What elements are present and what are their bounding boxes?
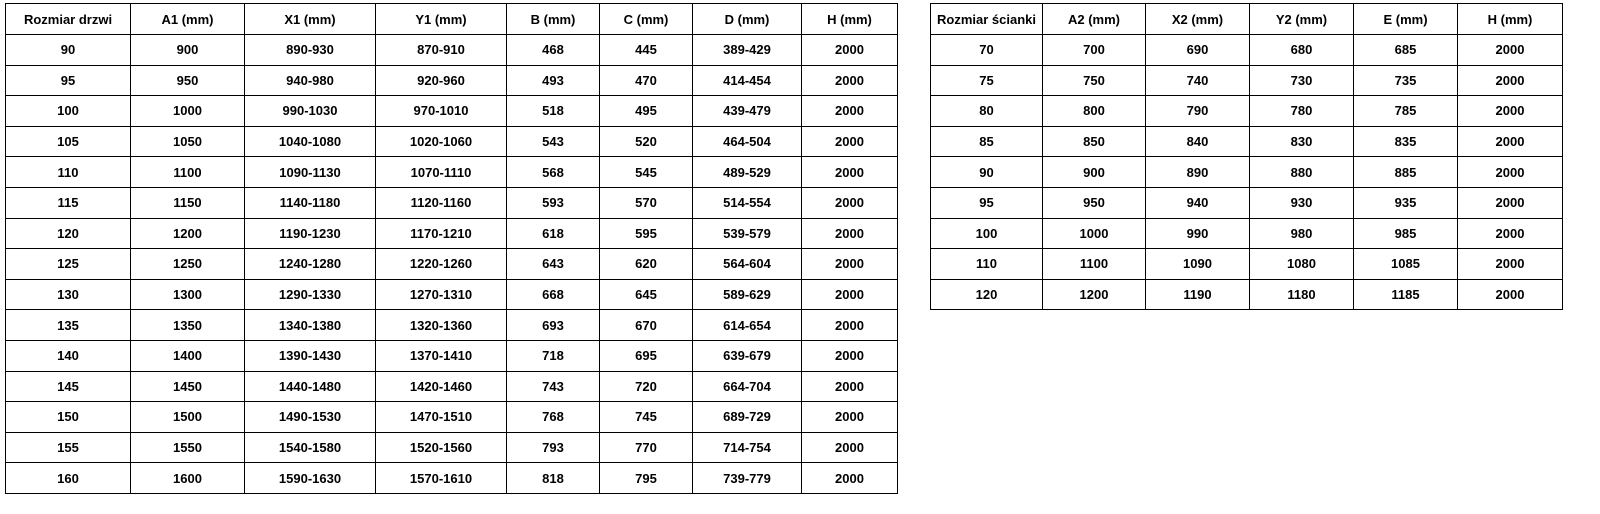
- table-cell: 1140-1180: [245, 187, 376, 218]
- table-row: [6, 218, 898, 249]
- table-cell: 2000: [1458, 249, 1563, 280]
- table-cell: 2000: [802, 463, 898, 494]
- table-cell: 1040-1080: [245, 126, 376, 157]
- table-row: [931, 157, 1563, 188]
- table-cell: 130: [6, 279, 131, 310]
- table-cell: 980: [1250, 218, 1354, 249]
- table-cell: 618: [507, 218, 600, 249]
- table-row: [6, 126, 898, 157]
- table-row: [931, 96, 1563, 127]
- table-row: [6, 371, 898, 402]
- table-cell: 900: [131, 35, 245, 66]
- table-cell: 1090-1130: [245, 157, 376, 188]
- table-row: [931, 126, 1563, 157]
- table-cell: 1220-1260: [376, 249, 507, 280]
- table-cell: 770: [600, 432, 693, 463]
- table-cell: 389-429: [693, 35, 802, 66]
- table-cell: 1540-1580: [245, 432, 376, 463]
- table-cell: 1170-1210: [376, 218, 507, 249]
- table-cell: 940-980: [245, 65, 376, 96]
- table-cell: 950: [1043, 187, 1146, 218]
- table-cell: 1440-1480: [245, 371, 376, 402]
- table-cell: 990: [1146, 218, 1250, 249]
- table-cell: 1300: [131, 279, 245, 310]
- table-cell: 818: [507, 463, 600, 494]
- table-cell: 740: [1146, 65, 1250, 96]
- table-cell: 120: [931, 279, 1043, 310]
- table-cell: 880: [1250, 157, 1354, 188]
- table-cell: 2000: [1458, 187, 1563, 218]
- table-cell: 668: [507, 279, 600, 310]
- column-header: Rozmiar drzwi: [6, 4, 131, 35]
- wall-dimensions-table: [930, 3, 1563, 310]
- table-row: [6, 279, 898, 310]
- table-cell: 1340-1380: [245, 310, 376, 341]
- table-row: [6, 65, 898, 96]
- table-cell: 115: [6, 187, 131, 218]
- table-row: [931, 249, 1563, 280]
- table-cell: 645: [600, 279, 693, 310]
- table-cell: 110: [931, 249, 1043, 280]
- table-cell: 1520-1560: [376, 432, 507, 463]
- table-cell: 2000: [1458, 65, 1563, 96]
- table-cell: 2000: [802, 279, 898, 310]
- table-cell: 800: [1043, 96, 1146, 127]
- table-row: [6, 463, 898, 494]
- table-header-row: [931, 4, 1563, 35]
- table-cell: 520: [600, 126, 693, 157]
- table-cell: 470: [600, 65, 693, 96]
- table-cell: 1100: [1043, 249, 1146, 280]
- table-cell: 2000: [802, 432, 898, 463]
- doors-dimensions-table: [5, 3, 898, 494]
- table-cell: 795: [600, 463, 693, 494]
- table-cell: 1590-1630: [245, 463, 376, 494]
- table-cell: 2000: [802, 126, 898, 157]
- table-cell: 745: [600, 402, 693, 433]
- table-cell: 570: [600, 187, 693, 218]
- table-cell: 935: [1354, 187, 1458, 218]
- table-row: [6, 96, 898, 127]
- table-cell: 105: [6, 126, 131, 157]
- table-cell: 145: [6, 371, 131, 402]
- table-cell: 639-679: [693, 340, 802, 371]
- table-cell: 445: [600, 35, 693, 66]
- table-cell: 1050: [131, 126, 245, 157]
- table-cell: 620: [600, 249, 693, 280]
- table-cell: 1350: [131, 310, 245, 341]
- table-cell: 95: [931, 187, 1043, 218]
- table-cell: 1290-1330: [245, 279, 376, 310]
- table-cell: 664-704: [693, 371, 802, 402]
- table-cell: 2000: [802, 249, 898, 280]
- column-header: H (mm): [1458, 4, 1563, 35]
- table-cell: 2000: [802, 402, 898, 433]
- table-row: [931, 279, 1563, 310]
- table-cell: 495: [600, 96, 693, 127]
- table-cell: 80: [931, 96, 1043, 127]
- table-cell: 1600: [131, 463, 245, 494]
- wall-table-body: [931, 35, 1563, 310]
- table-cell: 2000: [802, 371, 898, 402]
- column-header: Rozmiar ścianki: [931, 4, 1043, 35]
- table-cell: 689-729: [693, 402, 802, 433]
- table-cell: 2000: [1458, 126, 1563, 157]
- table-cell: 718: [507, 340, 600, 371]
- doors-table-header: [6, 4, 898, 35]
- table-row: [6, 310, 898, 341]
- table-cell: 2000: [1458, 279, 1563, 310]
- table-row: [931, 35, 1563, 66]
- table-cell: 564-604: [693, 249, 802, 280]
- table-row: [931, 65, 1563, 96]
- table-cell: 593: [507, 187, 600, 218]
- table-cell: 1240-1280: [245, 249, 376, 280]
- table-cell: 1570-1610: [376, 463, 507, 494]
- column-header: Y2 (mm): [1250, 4, 1354, 35]
- table-cell: 1500: [131, 402, 245, 433]
- table-cell: 714-754: [693, 432, 802, 463]
- table-cell: 890-930: [245, 35, 376, 66]
- table-cell: 780: [1250, 96, 1354, 127]
- table-cell: 730: [1250, 65, 1354, 96]
- table-cell: 2000: [802, 96, 898, 127]
- table-cell: 2000: [802, 218, 898, 249]
- table-cell: 680: [1250, 35, 1354, 66]
- table-cell: 95: [6, 65, 131, 96]
- column-header: H (mm): [802, 4, 898, 35]
- table-cell: 539-579: [693, 218, 802, 249]
- table-row: [6, 187, 898, 218]
- table-cell: 670: [600, 310, 693, 341]
- table-cell: 768: [507, 402, 600, 433]
- table-cell: 125: [6, 249, 131, 280]
- table-row: [931, 218, 1563, 249]
- table-cell: 685: [1354, 35, 1458, 66]
- table-cell: 1270-1310: [376, 279, 507, 310]
- table-cell: 785: [1354, 96, 1458, 127]
- table-cell: 850: [1043, 126, 1146, 157]
- table-cell: 1190: [1146, 279, 1250, 310]
- table-cell: 890: [1146, 157, 1250, 188]
- table-cell: 985: [1354, 218, 1458, 249]
- table-cell: 1550: [131, 432, 245, 463]
- table-cell: 693: [507, 310, 600, 341]
- doors-table-body: [6, 35, 898, 494]
- table-cell: 1090: [1146, 249, 1250, 280]
- table-cell: 1085: [1354, 249, 1458, 280]
- column-header: C (mm): [600, 4, 693, 35]
- column-header: E (mm): [1354, 4, 1458, 35]
- table-cell: 1320-1360: [376, 310, 507, 341]
- table-cell: 940: [1146, 187, 1250, 218]
- table-cell: 900: [1043, 157, 1146, 188]
- table-cell: 614-654: [693, 310, 802, 341]
- table-cell: 920-960: [376, 65, 507, 96]
- table-cell: 518: [507, 96, 600, 127]
- table-cell: 90: [6, 35, 131, 66]
- table-cell: 1200: [131, 218, 245, 249]
- table-cell: 2000: [1458, 35, 1563, 66]
- table-cell: 150: [6, 402, 131, 433]
- column-header: X2 (mm): [1146, 4, 1250, 35]
- table-row: [6, 340, 898, 371]
- table-cell: 2000: [1458, 96, 1563, 127]
- table-cell: 90: [931, 157, 1043, 188]
- column-header: X1 (mm): [245, 4, 376, 35]
- table-cell: 2000: [802, 340, 898, 371]
- table-cell: 160: [6, 463, 131, 494]
- table-cell: 643: [507, 249, 600, 280]
- column-header: B (mm): [507, 4, 600, 35]
- table-row: [6, 402, 898, 433]
- table-cell: 1250: [131, 249, 245, 280]
- table-cell: 140: [6, 340, 131, 371]
- table-row: [6, 157, 898, 188]
- table-cell: 468: [507, 35, 600, 66]
- table-cell: 739-779: [693, 463, 802, 494]
- table-cell: 1120-1160: [376, 187, 507, 218]
- table-cell: 1150: [131, 187, 245, 218]
- column-header: D (mm): [693, 4, 802, 35]
- table-cell: 589-629: [693, 279, 802, 310]
- table-cell: 1470-1510: [376, 402, 507, 433]
- table-cell: 830: [1250, 126, 1354, 157]
- table-cell: 2000: [1458, 218, 1563, 249]
- table-cell: 439-479: [693, 96, 802, 127]
- wall-table-header: [931, 4, 1563, 35]
- column-header: A2 (mm): [1043, 4, 1146, 35]
- table-cell: 700: [1043, 35, 1146, 66]
- table-cell: 100: [6, 96, 131, 127]
- column-header: Y1 (mm): [376, 4, 507, 35]
- table-cell: 100: [931, 218, 1043, 249]
- table-cell: 2000: [1458, 157, 1563, 188]
- table-cell: 690: [1146, 35, 1250, 66]
- table-cell: 1180: [1250, 279, 1354, 310]
- table-cell: 2000: [802, 310, 898, 341]
- table-cell: 514-554: [693, 187, 802, 218]
- table-cell: 950: [131, 65, 245, 96]
- table-cell: 464-504: [693, 126, 802, 157]
- table-cell: 70: [931, 35, 1043, 66]
- table-cell: 120: [6, 218, 131, 249]
- table-cell: 1190-1230: [245, 218, 376, 249]
- table-cell: 835: [1354, 126, 1458, 157]
- table-cell: 1000: [1043, 218, 1146, 249]
- table-cell: 870-910: [376, 35, 507, 66]
- table-cell: 750: [1043, 65, 1146, 96]
- table-cell: 489-529: [693, 157, 802, 188]
- table-cell: 568: [507, 157, 600, 188]
- table-cell: 1080: [1250, 249, 1354, 280]
- table-row: [6, 249, 898, 280]
- table-row: [6, 432, 898, 463]
- table-cell: 595: [600, 218, 693, 249]
- table-cell: 790: [1146, 96, 1250, 127]
- table-cell: 135: [6, 310, 131, 341]
- table-cell: 2000: [802, 157, 898, 188]
- table-cell: 1400: [131, 340, 245, 371]
- table-cell: 1420-1460: [376, 371, 507, 402]
- column-header: A1 (mm): [131, 4, 245, 35]
- table-cell: 545: [600, 157, 693, 188]
- table-cell: 155: [6, 432, 131, 463]
- table-cell: 2000: [802, 187, 898, 218]
- table-cell: 414-454: [693, 65, 802, 96]
- table-cell: 930: [1250, 187, 1354, 218]
- table-cell: 1390-1430: [245, 340, 376, 371]
- table-cell: 720: [600, 371, 693, 402]
- table-cell: 695: [600, 340, 693, 371]
- table-cell: 793: [507, 432, 600, 463]
- table-cell: 1020-1060: [376, 126, 507, 157]
- table-cell: 85: [931, 126, 1043, 157]
- table-cell: 493: [507, 65, 600, 96]
- table-cell: 75: [931, 65, 1043, 96]
- table-cell: 1100: [131, 157, 245, 188]
- table-cell: 1185: [1354, 279, 1458, 310]
- table-cell: 2000: [802, 35, 898, 66]
- table-row: [6, 35, 898, 66]
- table-cell: 543: [507, 126, 600, 157]
- table-cell: 1370-1410: [376, 340, 507, 371]
- table-cell: 1000: [131, 96, 245, 127]
- table-cell: 1450: [131, 371, 245, 402]
- table-cell: 990-1030: [245, 96, 376, 127]
- table-cell: 2000: [802, 65, 898, 96]
- table-row: [931, 187, 1563, 218]
- table-cell: 1070-1110: [376, 157, 507, 188]
- table-cell: 885: [1354, 157, 1458, 188]
- table-cell: 735: [1354, 65, 1458, 96]
- table-cell: 110: [6, 157, 131, 188]
- table-cell: 1200: [1043, 279, 1146, 310]
- table-cell: 970-1010: [376, 96, 507, 127]
- table-header-row: [6, 4, 898, 35]
- table-cell: 1490-1530: [245, 402, 376, 433]
- table-cell: 840: [1146, 126, 1250, 157]
- table-cell: 743: [507, 371, 600, 402]
